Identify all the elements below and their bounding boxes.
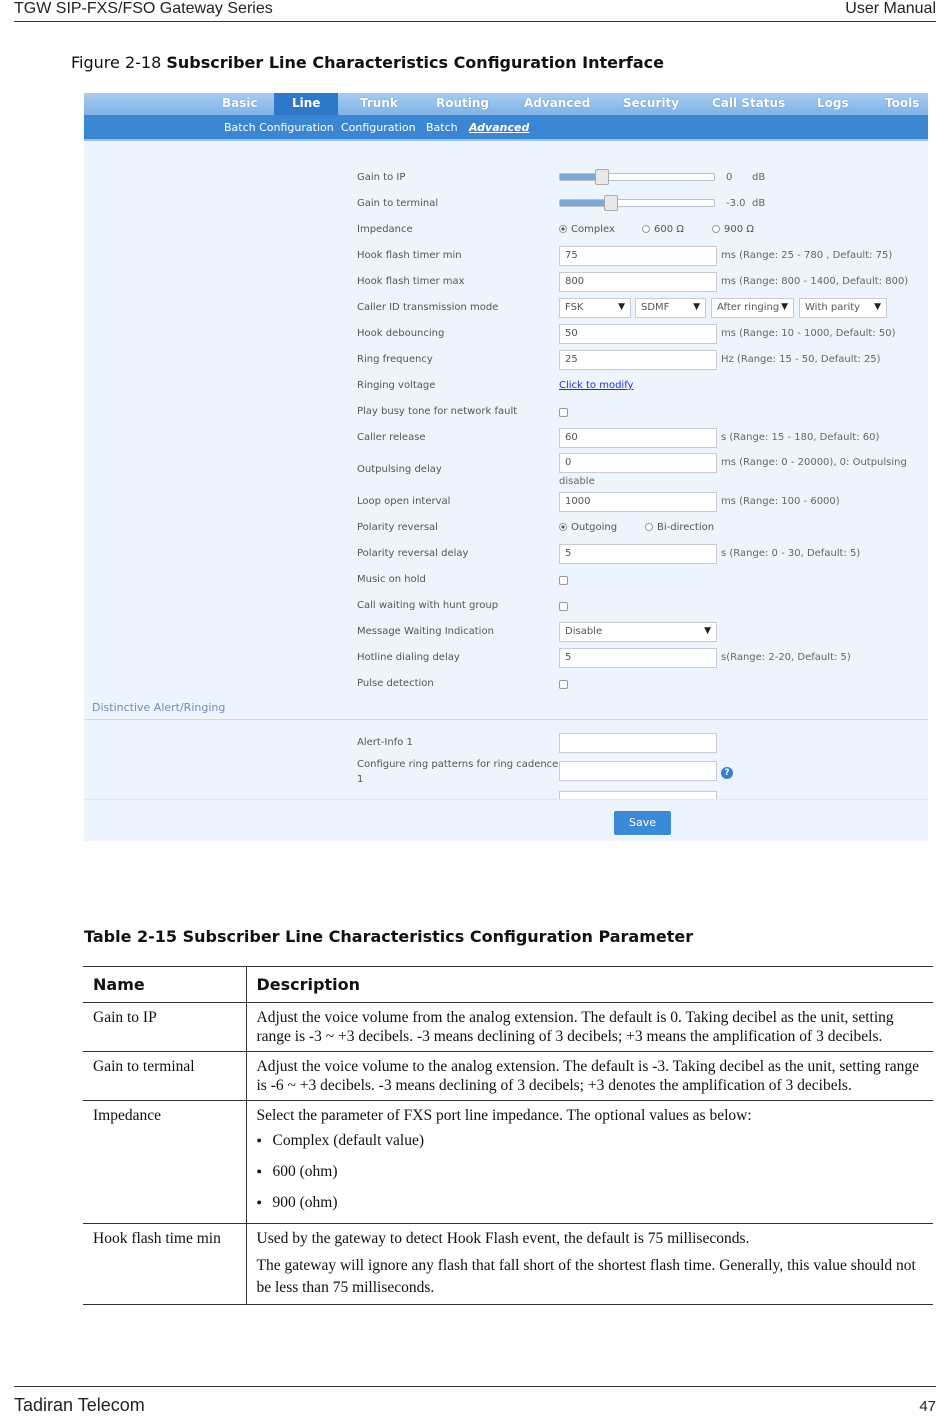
table-row [83,1101,933,1224]
figure-prefix: Figure 2-18 [71,53,167,72]
pulse-checkbox[interactable] [559,680,568,689]
section-divider [84,719,928,720]
caller-release-label: Caller release [357,432,426,443]
header-right: User Manual [845,0,936,17]
row-description [246,1101,933,1224]
help-icon[interactable]: ? [721,767,733,779]
web-ui-screenshot [84,93,928,841]
call-waiting-label: Call waiting with hunt group [357,600,499,611]
table-row [83,1003,933,1052]
debounce-label: Hook debouncing [357,328,445,339]
gain-ip-label: Gain to IP [357,172,406,183]
ring-freq-label: Ring frequency [357,354,433,365]
chevron-down-icon: ▼ [704,626,711,636]
save-button[interactable]: Save [614,811,671,835]
figure-title: Subscriber Line Characteristics Configuration Interface [166,53,664,72]
ring-voltage-link[interactable]: Click to modify [559,380,634,391]
callerid-label: Caller ID transmission mode [357,302,499,313]
subtab-batch-configuration[interactable]: Batch Configuration [224,121,334,134]
callerid-parity-select[interactable]: With parity ▼ [799,298,887,318]
gain-ip-unit: dB [752,172,766,183]
busy-tone-checkbox[interactable] [559,408,568,417]
hotline-input[interactable]: 5 [559,648,717,668]
outpulsing-input[interactable]: 0 [559,453,717,473]
caller-release-hint: s (Range: 15 - 180, Default: 60) [721,432,880,443]
gain-ip-knob[interactable] [595,169,609,185]
gain-terminal-knob[interactable] [604,195,618,211]
mwi-select[interactable]: Disable ▼ [559,622,717,642]
row-description [246,1224,933,1305]
table-prefix: Table 2-15 [84,927,183,946]
list-item: ● Complex (default value) [257,1131,924,1156]
debounce-input[interactable]: 50 [559,324,717,344]
hook-min-label: Hook flash timer min [357,250,462,261]
impedance-complex-radio[interactable]: Complex [559,224,615,235]
callerid-sdmf-select[interactable]: SDMF ▼ [635,298,706,318]
hotline-label: Hotline dialing delay [357,652,460,663]
tab-logs[interactable]: Logs [817,96,849,110]
gain-terminal-unit: dB [752,198,766,209]
outpulsing-label: Outpulsing delay [357,464,442,475]
main-nav [84,93,928,115]
page-footer [14,1386,936,1416]
subtab-configuration[interactable]: Configuration [341,121,416,134]
loop-open-hint: ms (Range: 100 - 6000) [721,496,840,507]
gain-terminal-value: -3.0 [726,198,746,209]
gain-terminal-label: Gain to terminal [357,198,439,209]
chevron-down-icon: ▼ [874,302,881,312]
table-row [83,1052,933,1101]
row-name: Gain to IP [83,1003,246,1052]
impedance-options [257,1131,924,1218]
caller-release-input[interactable]: 60 [559,428,717,448]
row-name: Hook flash time min [83,1224,246,1305]
ring-pattern-label: Configure ring patterns for ring cadence [357,759,559,770]
chevron-down-icon: ▼ [618,302,625,312]
callerid-timing-select[interactable]: After ringing ▼ [711,298,794,318]
table-row [83,1224,933,1305]
gain-ip-slider[interactable] [559,173,715,181]
alert1-input[interactable] [559,733,717,753]
impedance-600-radio[interactable]: 600 Ω [642,224,684,235]
row-description: Adjust the voice volume from the analog extension. The default is 0. Taking decibel as the unit, setting range is -3 ~ +3 decibels. -3 means declining of 3 decibels; +3 means the amplification of 3 decibels. [246,1003,933,1052]
impedance-label: Impedance [357,224,413,235]
row-name: Impedance [83,1101,246,1224]
alert1-label: Alert-Info 1 [357,737,413,748]
alert2-input-partial[interactable] [559,791,717,799]
hotline-hint: s(Range: 2-20, Default: 5) [721,652,851,663]
gain-ip-value: 0 [726,172,733,183]
chevron-down-icon: ▼ [781,302,788,312]
tab-routing[interactable]: Routing [436,96,490,110]
chevron-down-icon: ▼ [693,302,700,312]
tab-trunk[interactable]: Trunk [360,96,398,110]
header-name: Name [83,967,246,1003]
tab-call-status[interactable]: Call Status [712,96,786,110]
tab-tools[interactable]: Tools [885,96,920,110]
ring-voltage-label: Ringing voltage [357,380,436,391]
table-header-row [83,967,933,1003]
hook-max-hint: ms (Range: 800 - 1400, Default: 800) [721,276,909,287]
row-description: Adjust the voice volume to the analog extension. The default is -3. Taking decibel as the unit, setting range is -6 ~ +3 decibels. -3 means declining of 3 decibels; +3 denotes the amplification of 3 decibels. [246,1052,933,1101]
ring-pattern-label-2: 1 [357,774,364,785]
section-title: Distinctive Alert/Ringing [92,701,226,714]
ring-pattern-input[interactable] [559,761,717,781]
table-caption [84,927,693,946]
hook-max-input[interactable]: 800 [559,272,717,292]
tab-security[interactable]: Security [623,96,680,110]
header-left: TGW SIP-FXS/FSO Gateway Series [14,0,273,17]
polarity-delay-input[interactable]: 5 [559,544,717,564]
footer-company: Tadiran Telecom [14,1395,145,1415]
list-item: ● 900 (ohm) [257,1193,924,1218]
tab-basic[interactable]: Basic [222,96,258,110]
tab-line[interactable]: Line [274,93,338,115]
busy-tone-label: Play busy tone for network fault [357,406,518,417]
sub-nav [84,115,928,141]
music-hold-checkbox[interactable] [559,576,568,585]
mwi-label: Message Waiting Indication [357,626,494,637]
loop-open-input[interactable]: 1000 [559,492,717,512]
impedance-desc: Select the parameter of FXS port line impedance. The optional values as below: [256,1107,752,1124]
subtab-batch[interactable]: Batch [426,121,458,134]
ring-freq-hint: Hz (Range: 15 - 50, Default: 25) [721,354,881,365]
list-item: ● 600 (ohm) [257,1162,924,1187]
figure-caption [71,53,664,72]
polarity-bidirection-radio[interactable]: Bi-direction [645,522,714,533]
gain-terminal-slider[interactable] [559,199,715,207]
tab-advanced[interactable]: Advanced [524,96,591,110]
polarity-delay-hint: s (Range: 0 - 30, Default: 5) [721,548,861,559]
ring-freq-input[interactable]: 25 [559,350,717,370]
debounce-hint: ms (Range: 10 - 1000, Default: 50) [721,328,896,339]
scroll-divider [84,799,928,800]
hook-min-input[interactable]: 75 [559,246,717,266]
music-hold-label: Music on hold [357,574,426,585]
hook-min-hint: ms (Range: 25 - 780 , Default: 75) [721,250,893,261]
loop-open-label: Loop open interval [357,496,451,507]
table-title: Subscriber Line Characteristics Configuration Parameter [182,927,694,946]
polarity-outgoing-radio[interactable]: Outgoing [559,522,617,533]
outpulsing-hint: ms (Range: 0 - 20000), 0: Outpulsing [721,457,907,468]
header-description: Description [246,967,933,1003]
polarity-label: Polarity reversal [357,522,438,533]
polarity-delay-label: Polarity reversal delay [357,548,469,559]
subtab-advanced[interactable]: Advanced [469,121,530,134]
hook-desc: Used by the gateway to detect Hook Flash event, the default is 75 milliseconds. [256,1230,750,1247]
hook-max-label: Hook flash timer max [357,276,465,287]
row-name: Gain to terminal [83,1052,246,1101]
page-number: 47 [919,1398,936,1415]
call-waiting-checkbox[interactable] [559,602,568,611]
impedance-900-radio[interactable]: 900 Ω [712,224,754,235]
pulse-label: Pulse detection [357,678,434,689]
hook-extra: The gateway will ignore any flash that fall short of the shortest flash time. Generally, this value should not be less than 75 milliseconds. [256,1257,916,1296]
page-header [14,0,936,22]
parameter-table [83,966,933,1305]
callerid-fsk-select[interactable]: FSK ▼ [559,298,631,318]
outpulsing-hint-2: disable [559,476,595,487]
